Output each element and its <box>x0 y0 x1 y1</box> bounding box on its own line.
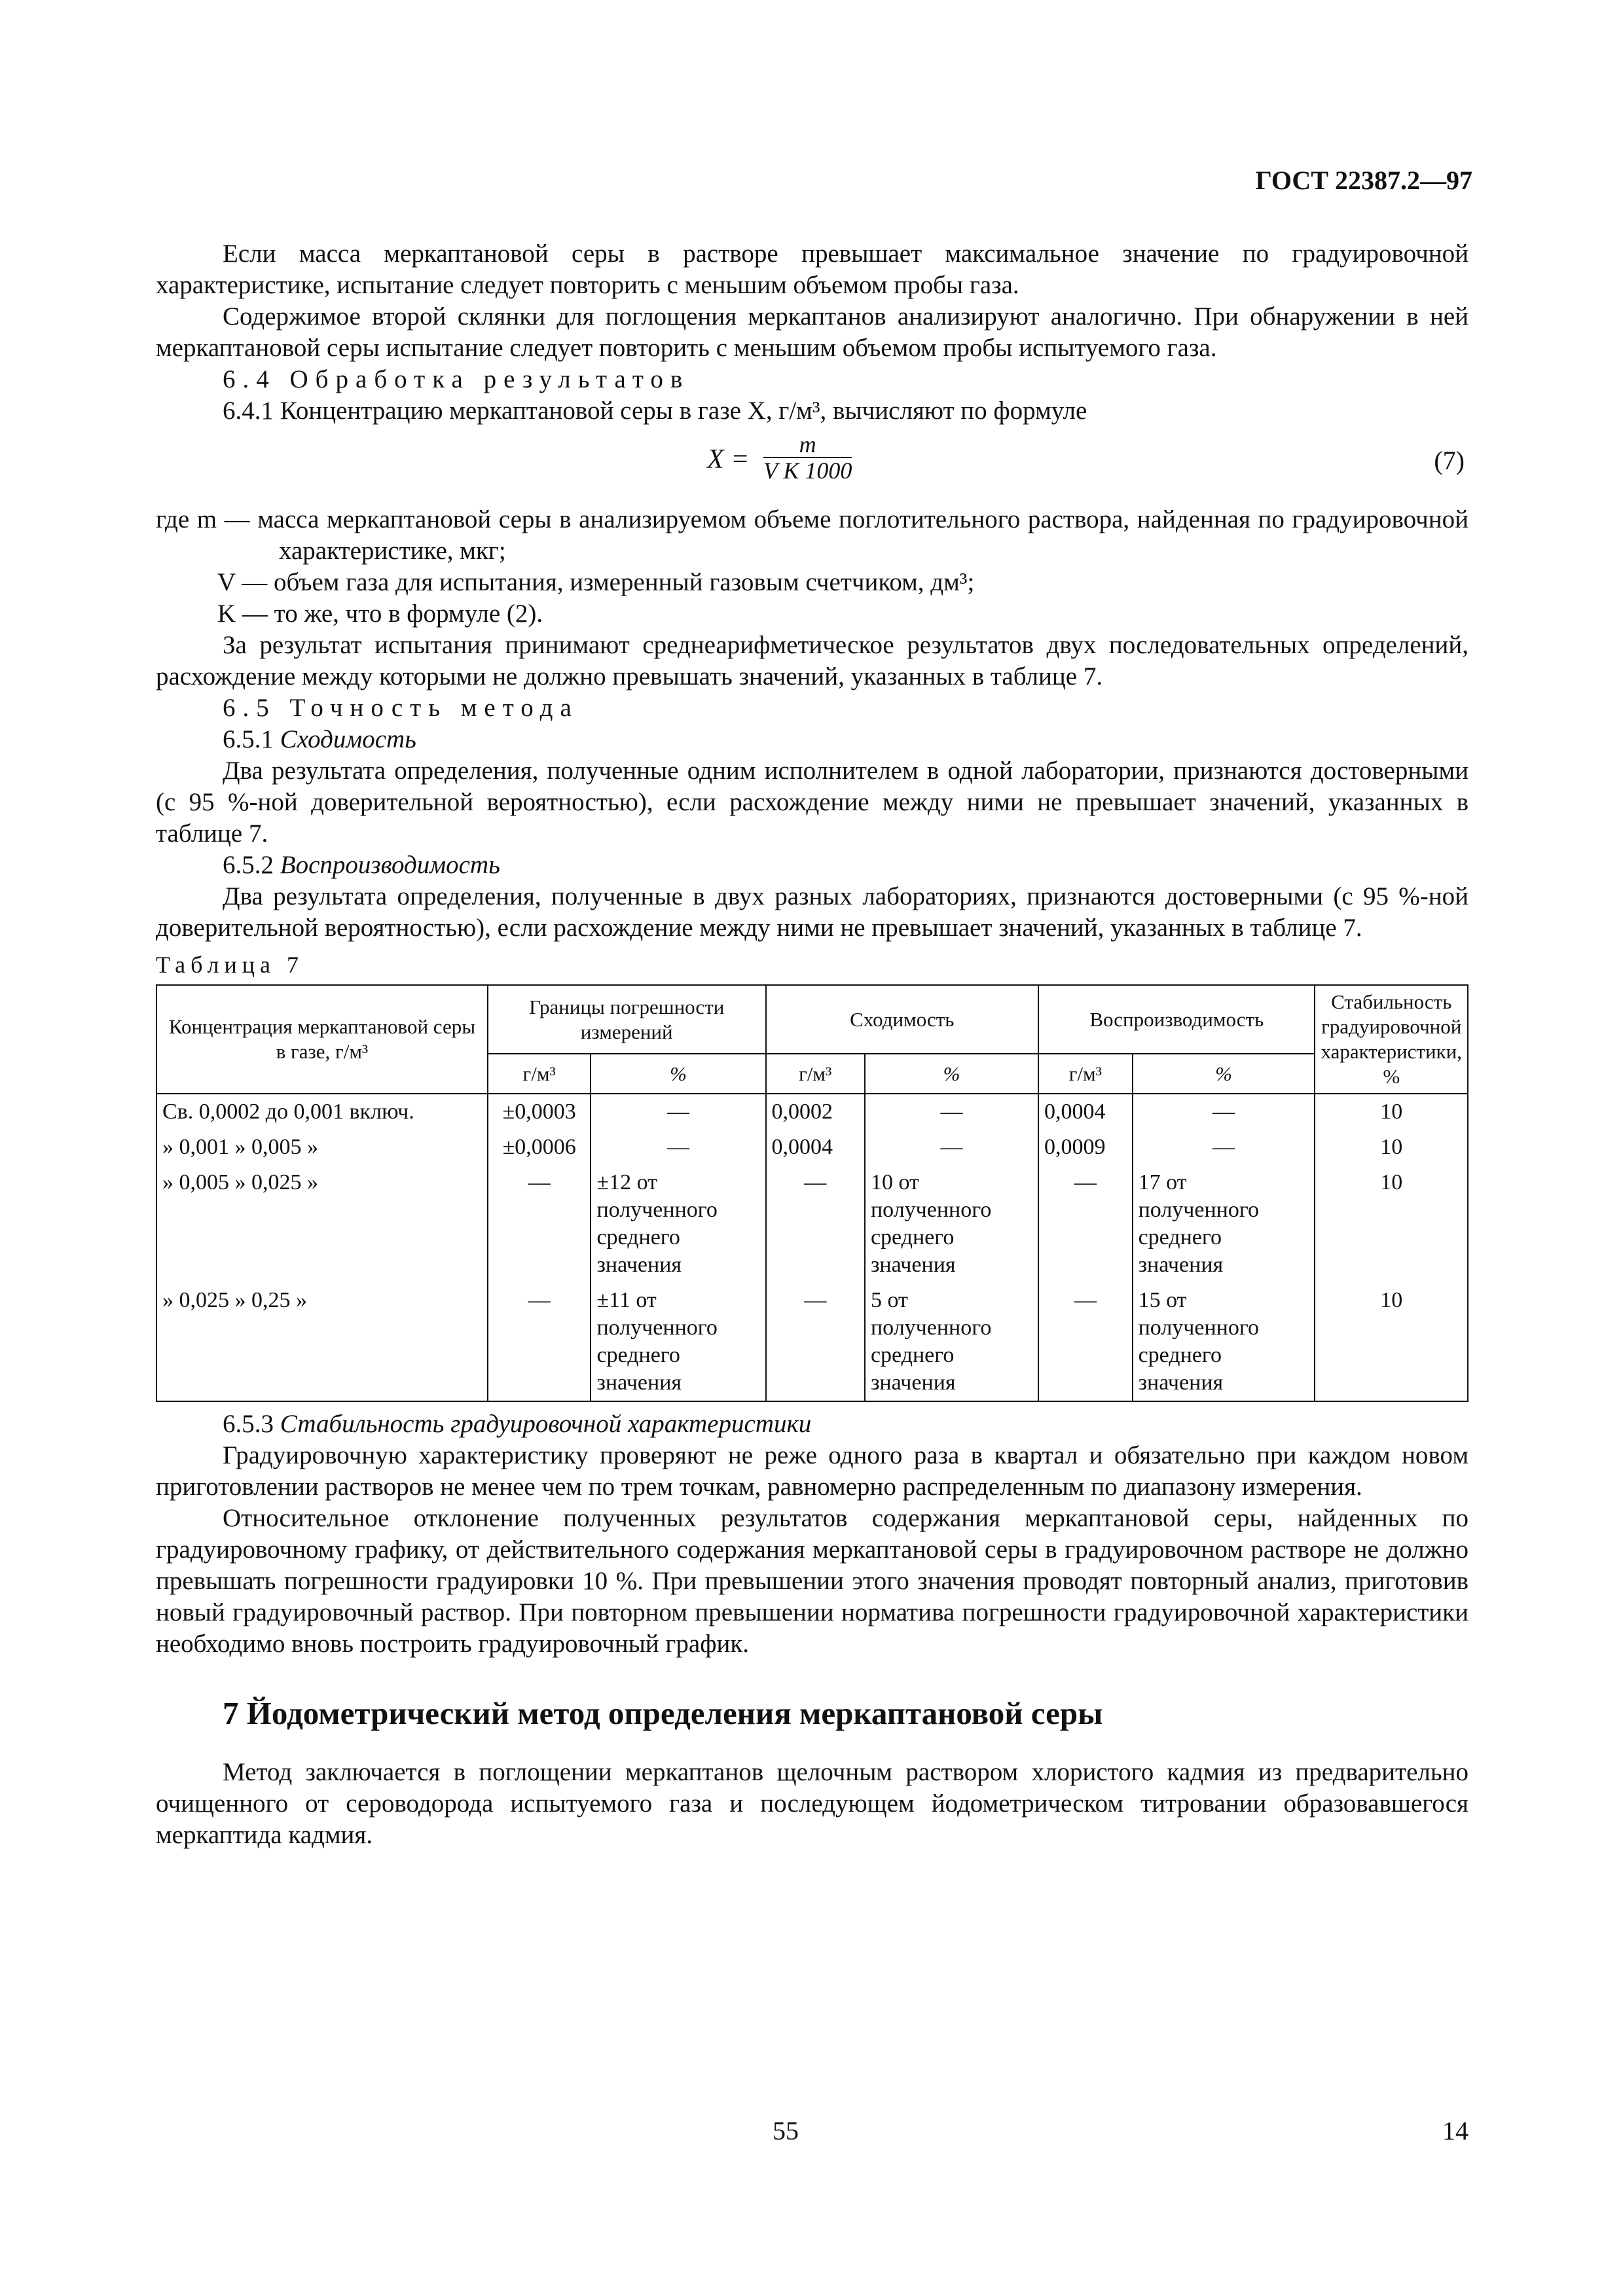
definition-m: где m — масса меркаптановой серы в анализируемом объеме поглотительного раствора, найденная по градуировочной характеристике, мкг; <box>156 505 1468 565</box>
paragraph: Если масса меркаптановой серы в растворе превышает максимальное значение по градуировочной характеристике, испытание следует повторить с меньшим объемом пробы газа. <box>156 240 1468 299</box>
cell-convergence-g: — <box>766 1283 865 1401</box>
paragraph: Содержимое второй склянки для поглощения меркаптанов анализируют аналогично. При обнаружении в ней меркаптановой серы испытание следует повторить с меньшим объемом пробы испытуемого газа. <box>156 302 1468 362</box>
subsection-heading-6-5-3 <box>156 1408 1468 1440</box>
formula-number: (7) <box>1434 446 1465 475</box>
cell-convergence-pct: 10 от полученного среднего значения <box>865 1165 1038 1283</box>
document-body <box>156 238 1468 1851</box>
cell-error-g: ±0,0006 <box>488 1130 591 1165</box>
paragraph: Метод заключается в поглощении меркаптанов щелочным раствором хлористого кадмия из предварительно очищенного от сероводорода испытуемого газа и последующем йодометрическом титровании образовавшегося меркаптида кадмия. <box>156 1758 1468 1849</box>
cell-convergence-g: 0,0004 <box>766 1130 865 1165</box>
paragraph: Градуировочную характеристику проверяют не реже одного раза в квартал и обязательно при каждом новом приготовлении растворов не менее чем по трем точкам, равномерно распределенным по диапазону измерения. <box>156 1441 1468 1501</box>
formula-lhs: X = <box>707 444 750 475</box>
paragraph: За результат испытания принимают среднеарифметическое результатов двух последовательных определений, расхождение между которыми не должно превышать значений, указанных в таблице 7. <box>156 631 1468 691</box>
cell-error-g: — <box>488 1283 591 1401</box>
header-unit: % <box>1133 1054 1315 1094</box>
table-row <box>156 1094 1468 1130</box>
cell-error-pct: ±12 от полученного среднего значения <box>591 1165 765 1283</box>
cell-concentration: Св. 0,0002 до 0,001 включ. <box>156 1094 488 1130</box>
cell-stability: 10 <box>1315 1283 1468 1401</box>
subsection-number: 6.5.3 <box>223 1410 274 1438</box>
paragraph: Два результата определения, полученные в двух разных лабораториях, признаются достоверными (с 95 %-ной доверительной вероятностью), если расхождение между ними не превышает значений, указанных в таблице 7. <box>156 882 1468 942</box>
header-reproducibility: Воспроизводимость <box>1038 985 1315 1054</box>
cell-concentration: » 0,001 » 0,005 » <box>156 1130 488 1165</box>
cell-convergence-pct: — <box>865 1094 1038 1130</box>
subsection-heading-6-5-2 <box>156 850 1468 881</box>
page-number-right: 14 <box>1442 2116 1468 2145</box>
cell-reproducibility-g: 0,0004 <box>1038 1094 1133 1130</box>
cell-stability: 10 <box>1315 1165 1468 1283</box>
cell-stability: 10 <box>1315 1130 1468 1165</box>
table-row <box>156 1130 1468 1165</box>
subsection-title: Воспроизводимость <box>280 851 500 879</box>
cell-reproducibility-pct: — <box>1133 1094 1315 1130</box>
header-unit: г/м³ <box>488 1054 591 1094</box>
table-caption: Таблица 7 <box>156 952 304 978</box>
header-convergence: Сходимость <box>766 985 1039 1054</box>
table-row <box>156 1165 1468 1283</box>
header-error-bounds: Границы погрешности измерений <box>488 985 766 1054</box>
paragraph: Два результата определения, полученные одним исполнителем в одной лаборатории, признаются достоверными (с 95 %-ной доверительной вероятностью), если расхождение между ними не превышает значений, указанных в таблице 7. <box>156 757 1468 848</box>
header-concentration: Концентрация меркаптановой серы в газе, г/м³ <box>156 985 488 1094</box>
paragraph-6-4-1: 6.4.1 Концентрацию меркаптановой серы в газе X, г/м³, вычисляют по формуле <box>223 397 1087 425</box>
header-stability: Стабильность градуировочной характеристики, % <box>1315 985 1468 1094</box>
subsection-number: 6.5.2 <box>223 851 274 879</box>
cell-concentration: » 0,005 » 0,025 » <box>156 1165 488 1283</box>
formula-numerator: m <box>763 432 852 458</box>
cell-error-pct: — <box>591 1094 765 1130</box>
paragraph: Относительное отклонение полученных результатов содержания меркаптановой серы, найденных по градуировочному графику, от действительного содержания меркаптановой серы в градуировочном растворе не должно превышать погрешности градуировки 10 %. При превышении этого значения проводят повторный анализ, приготовив новый градуировочный раствор. При повторном превышении норматива погрешности градуировочной характеристики необходимо вновь построить градуировочный график. <box>156 1504 1468 1658</box>
header-unit: г/м³ <box>766 1054 865 1094</box>
table-7 <box>156 984 1468 1402</box>
cell-convergence-g: — <box>766 1165 865 1283</box>
formula-denominator: V K 1000 <box>763 457 852 484</box>
cell-reproducibility-pct: 17 от полученного среднего значения <box>1133 1165 1315 1283</box>
header-unit: г/м³ <box>1038 1054 1133 1094</box>
cell-reproducibility-pct: 15 от полученного среднего значения <box>1133 1283 1315 1401</box>
cell-error-g: — <box>488 1165 591 1283</box>
cell-concentration: » 0,025 » 0,25 » <box>156 1283 488 1401</box>
cell-error-pct: — <box>591 1130 765 1165</box>
subsection-title: Сходимость <box>280 725 416 753</box>
section-heading-6-4: 6.4 Обработка результатов <box>223 365 690 393</box>
formula-fraction <box>763 432 852 483</box>
section-heading-7: 7 Йодометрический метод определения меркаптановой серы <box>223 1695 1103 1731</box>
page-number-center: 55 <box>773 2116 799 2145</box>
cell-stability: 10 <box>1315 1094 1468 1130</box>
cell-reproducibility-g: 0,0009 <box>1038 1130 1133 1165</box>
cell-convergence-pct: — <box>865 1130 1038 1165</box>
header-unit: % <box>591 1054 765 1094</box>
cell-reproducibility-g: — <box>1038 1283 1133 1401</box>
formula-7 <box>156 432 1468 495</box>
document-code: ГОСТ 22387.2—97 <box>1255 166 1472 195</box>
cell-convergence-g: 0,0002 <box>766 1094 865 1130</box>
table-row <box>156 1283 1468 1401</box>
cell-reproducibility-g: — <box>1038 1165 1133 1283</box>
subsection-number: 6.5.1 <box>223 725 274 753</box>
cell-reproducibility-pct: — <box>1133 1130 1315 1165</box>
subsection-heading-6-5-1 <box>156 724 1468 755</box>
definition-v: V — объем газа для испытания, измеренный газовым счетчиком, дм³; <box>217 568 975 596</box>
cell-convergence-pct: 5 от полученного среднего значения <box>865 1283 1038 1401</box>
cell-error-pct: ±11 от полученного среднего значения <box>591 1283 765 1401</box>
header-unit: % <box>865 1054 1038 1094</box>
subsection-title: Стабильность градуировочной характеристики <box>280 1410 812 1438</box>
cell-error-g: ±0,0003 <box>488 1094 591 1130</box>
section-heading-6-5: 6.5 Точность метода <box>223 694 579 722</box>
definition-k: K — то же, что в формуле (2). <box>217 600 543 628</box>
